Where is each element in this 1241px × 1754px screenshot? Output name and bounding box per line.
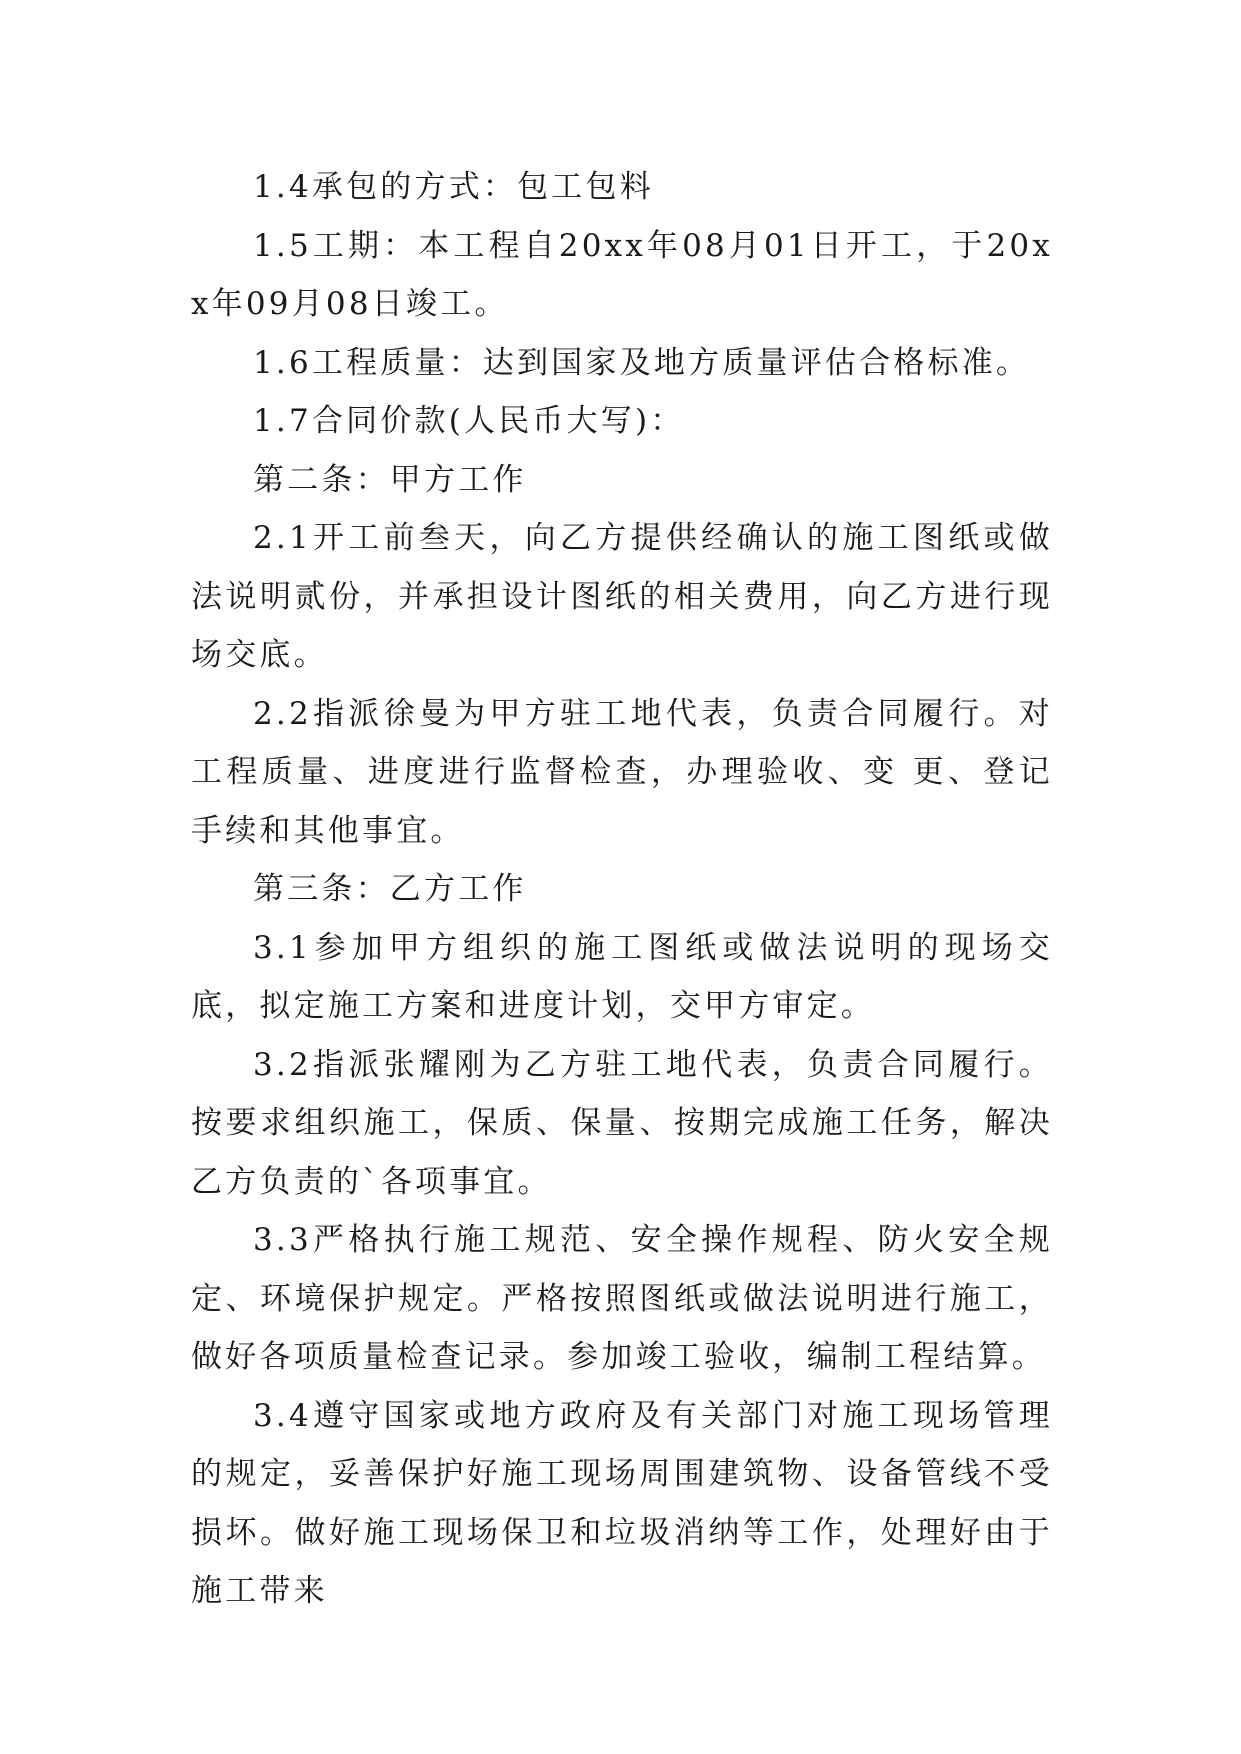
clause-3-4: 3.4遵守国家或地方政府及有关部门对施工现场管理的规定，妥善保护好施工现场周围建筑物、设备管线不受损坏。做好施工现场保卫和垃圾消纳等工作，处理好由于施工带来 bbox=[191, 1397, 1053, 1609]
document-body bbox=[191, 158, 1053, 1621]
clause-1-7-contract-price: 1.7合同价款(人民币大写)： bbox=[253, 403, 685, 439]
article-2-heading: 第二条：甲方工作 bbox=[253, 461, 527, 498]
clause-1-6-quality: 1.6工程质量：达到国家及地方质量评估合格标准。 bbox=[253, 344, 1031, 381]
clause-1-4-contract-method: 1.4承包的方式：包工包料 bbox=[253, 169, 654, 205]
clause-3-1: 3.1参加甲方组织的施工图纸或做法说明的现场交底，拟定施工方案和进度计划，交甲方审定。 bbox=[191, 929, 1053, 1024]
article-3-heading: 第三条：乙方工作 bbox=[253, 871, 527, 907]
clause-2-2: 2.2指派徐曼为甲方驻工地代表，负责合同履行。对工程质量、进度进行监督检查，办理验收、变 更、登记手续和其他事宜。 bbox=[191, 695, 1053, 849]
clause-3-2: 3.2指派张耀刚为乙方驻工地代表，负责合同履行。按要求组织施工，保质、保量、按期完成施工任务，解决乙方负责的`各项事宜。 bbox=[191, 1046, 1053, 1200]
clause-2-1: 2.1开工前叁天，向乙方提供经确认的施工图纸或做法说明贰份，并承担设计图纸的相关费用，向乙方进行现场交底。 bbox=[191, 520, 1053, 673]
clause-3-3: 3.3严格执行施工规范、安全操作规程、防火安全规定、环境保护规定。严格按照图纸或做法说明进行施工，做好各项质量检查记录。参加竣工验收，编制工程结算。 bbox=[191, 1222, 1053, 1375]
clause-1-5-construction-period: 1.5工期：本工程自20xx年08月01日开工，于20xx年09月08日竣工。 bbox=[191, 227, 1053, 322]
